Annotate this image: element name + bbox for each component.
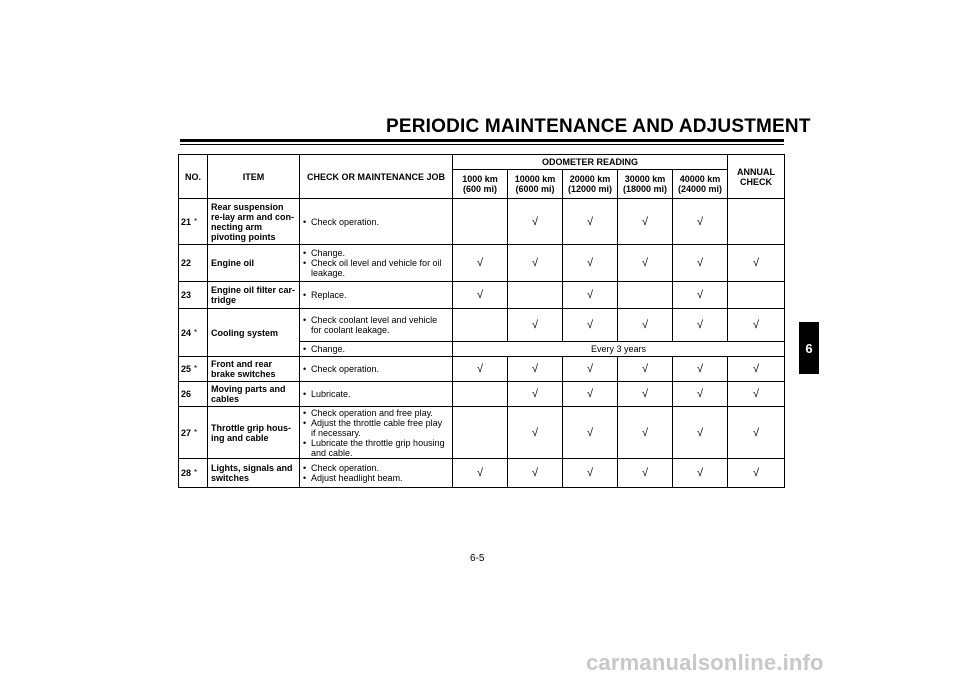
interval-km: 20000 km (569, 174, 611, 184)
row-item: Engine oil (208, 245, 300, 282)
check-mark: √ (618, 309, 673, 342)
job-line: • Check operation and free play. (303, 408, 449, 418)
job-line: • Check coolant level and vehicle for coolant leakage. (303, 315, 449, 335)
dealer-service-asterisk: * (194, 468, 198, 477)
job-list (303, 217, 449, 227)
row-number-text: 22 (181, 258, 192, 268)
job-line: • Lubricate. (303, 389, 449, 399)
check-mark: √ (673, 407, 728, 459)
job-list (303, 344, 449, 354)
dealer-service-asterisk: * (194, 364, 198, 373)
row-job (300, 357, 453, 382)
job-list (303, 408, 449, 458)
table-row (179, 407, 785, 459)
table-row (179, 199, 785, 245)
row-job (300, 282, 453, 309)
interval-mi: (18000 mi) (622, 184, 668, 194)
row-number (179, 357, 208, 382)
row-job (300, 245, 453, 282)
dealer-service-asterisk: * (194, 216, 198, 226)
check-mark: √ (673, 245, 728, 282)
check-mark: √ (563, 382, 618, 407)
row-item: Moving parts and cables (208, 382, 300, 407)
job-list (303, 290, 449, 300)
check-mark: √ (728, 407, 785, 459)
interval-mi: (12000 mi) (567, 184, 613, 194)
check-mark: √ (453, 357, 508, 382)
header-interval (453, 170, 508, 199)
empty-cell (508, 282, 563, 309)
title-rule-thin (180, 144, 784, 145)
job-line: • Check operation. (303, 463, 449, 473)
job-line: • Lubricate the throttle grip housing and cable. (303, 438, 449, 458)
check-mark: √ (673, 382, 728, 407)
table-row (179, 245, 785, 282)
row-number-text: 25 (181, 364, 192, 374)
row-number (179, 459, 208, 488)
header-interval (563, 170, 618, 199)
check-mark: √ (563, 357, 618, 382)
job-line: • Change. (303, 248, 449, 258)
interval-km: 30000 km (624, 174, 666, 184)
chapter-tab: 6 (799, 322, 819, 374)
header-annual-line2: CHECK (740, 176, 773, 187)
dealer-service-asterisk: * (194, 427, 198, 437)
row-number (179, 407, 208, 459)
job-line: • Check operation. (303, 217, 449, 227)
check-mark: √ (563, 309, 618, 342)
row-number-text: 27 (181, 427, 192, 438)
check-mark: √ (673, 357, 728, 382)
check-mark: √ (563, 407, 618, 459)
table-row (179, 382, 785, 407)
job-list (303, 248, 449, 278)
job-line: • Change. (303, 344, 449, 354)
table-row (179, 357, 785, 382)
job-list (303, 463, 449, 483)
job-list (303, 364, 449, 374)
row-number-text: 24 (181, 327, 192, 338)
row-number-text: 28 (181, 468, 192, 478)
interval-km: 10000 km (514, 174, 556, 184)
header-job: CHECK OR MAINTENANCE JOB (300, 155, 453, 199)
row-job (300, 407, 453, 459)
interval-km: 1000 km (462, 174, 498, 184)
check-mark: √ (618, 245, 673, 282)
empty-cell (728, 282, 785, 309)
header-odometer: ODOMETER READING (453, 155, 728, 170)
header-interval (673, 170, 728, 199)
empty-cell (453, 407, 508, 459)
check-mark: √ (728, 245, 785, 282)
row-number-text: 26 (181, 389, 192, 399)
job-line: • Adjust the throttle cable free play if necessary. (303, 418, 449, 438)
check-mark: √ (618, 382, 673, 407)
empty-cell (453, 309, 508, 342)
row-job (300, 382, 453, 407)
row-number (179, 199, 208, 245)
row-number (179, 282, 208, 309)
header-annual-check (728, 155, 785, 199)
check-mark: √ (673, 282, 728, 309)
empty-cell (453, 382, 508, 407)
row-item: Throttle grip hous-ing and cable (208, 407, 300, 459)
check-mark: √ (673, 309, 728, 342)
row-item: Rear suspension re-lay arm and con-necting arm pivoting points (208, 199, 300, 245)
row-job (300, 459, 453, 488)
empty-cell (728, 199, 785, 245)
row-number (179, 382, 208, 407)
header-item: ITEM (208, 155, 300, 199)
check-mark: √ (508, 309, 563, 342)
empty-cell (453, 199, 508, 245)
row-item: Engine oil filter car-tridge (208, 282, 300, 309)
row-job (300, 342, 453, 357)
check-mark: √ (508, 382, 563, 407)
header-no: NO. (179, 155, 208, 199)
dealer-service-asterisk: * (194, 327, 198, 337)
header-interval (618, 170, 673, 199)
job-line: • Replace. (303, 290, 449, 300)
check-mark: √ (508, 459, 563, 488)
watermark: carmanualsonline.info (586, 650, 824, 675)
check-mark: √ (453, 245, 508, 282)
check-mark: √ (728, 357, 785, 382)
row-number (179, 309, 208, 357)
check-mark: √ (618, 357, 673, 382)
check-mark: √ (728, 459, 785, 488)
page-number: 6-5 (470, 553, 485, 564)
check-mark: √ (453, 282, 508, 309)
check-mark: √ (508, 245, 563, 282)
page-title: PERIODIC MAINTENANCE AND ADJUSTMENT (386, 116, 811, 137)
empty-cell (618, 282, 673, 309)
check-mark: √ (508, 407, 563, 459)
row-item: Front and rear brake switches (208, 357, 300, 382)
check-mark: √ (618, 459, 673, 488)
row-number-text: 23 (181, 290, 192, 300)
interval-mi: (600 mi) (462, 184, 497, 194)
check-mark: √ (618, 407, 673, 459)
interval-span-text: Every 3 years (453, 342, 785, 357)
title-rule (180, 139, 784, 142)
check-mark: √ (563, 199, 618, 245)
header-annual-line1: ANNUAL (737, 166, 776, 177)
interval-mi: (6000 mi) (515, 184, 555, 194)
job-list (303, 389, 449, 399)
row-job (300, 199, 453, 245)
job-list (303, 315, 449, 335)
check-mark: √ (563, 282, 618, 309)
check-mark: √ (618, 199, 673, 245)
check-mark: √ (728, 309, 785, 342)
check-mark: √ (728, 382, 785, 407)
maintenance-table (178, 154, 785, 488)
job-line: • Check operation. (303, 364, 449, 374)
check-mark: √ (673, 199, 728, 245)
check-mark: √ (563, 245, 618, 282)
job-line: • Adjust headlight beam. (303, 473, 449, 483)
table-row (179, 282, 785, 309)
row-job (300, 309, 453, 342)
row-number (179, 245, 208, 282)
table-row (179, 309, 785, 342)
interval-km: 40000 km (679, 174, 721, 184)
row-item: Cooling system (208, 309, 300, 357)
row-number-text: 21 (181, 216, 192, 227)
table-row (179, 459, 785, 488)
header-interval (508, 170, 563, 199)
interval-mi: (24000 mi) (678, 184, 723, 194)
job-line: • Check oil level and vehicle for oil leakage. (303, 258, 449, 278)
check-mark: √ (563, 459, 618, 488)
check-mark: √ (508, 199, 563, 245)
check-mark: √ (453, 459, 508, 488)
check-mark: √ (508, 357, 563, 382)
row-item: Lights, signals and switches (208, 459, 300, 488)
check-mark: √ (673, 459, 728, 488)
